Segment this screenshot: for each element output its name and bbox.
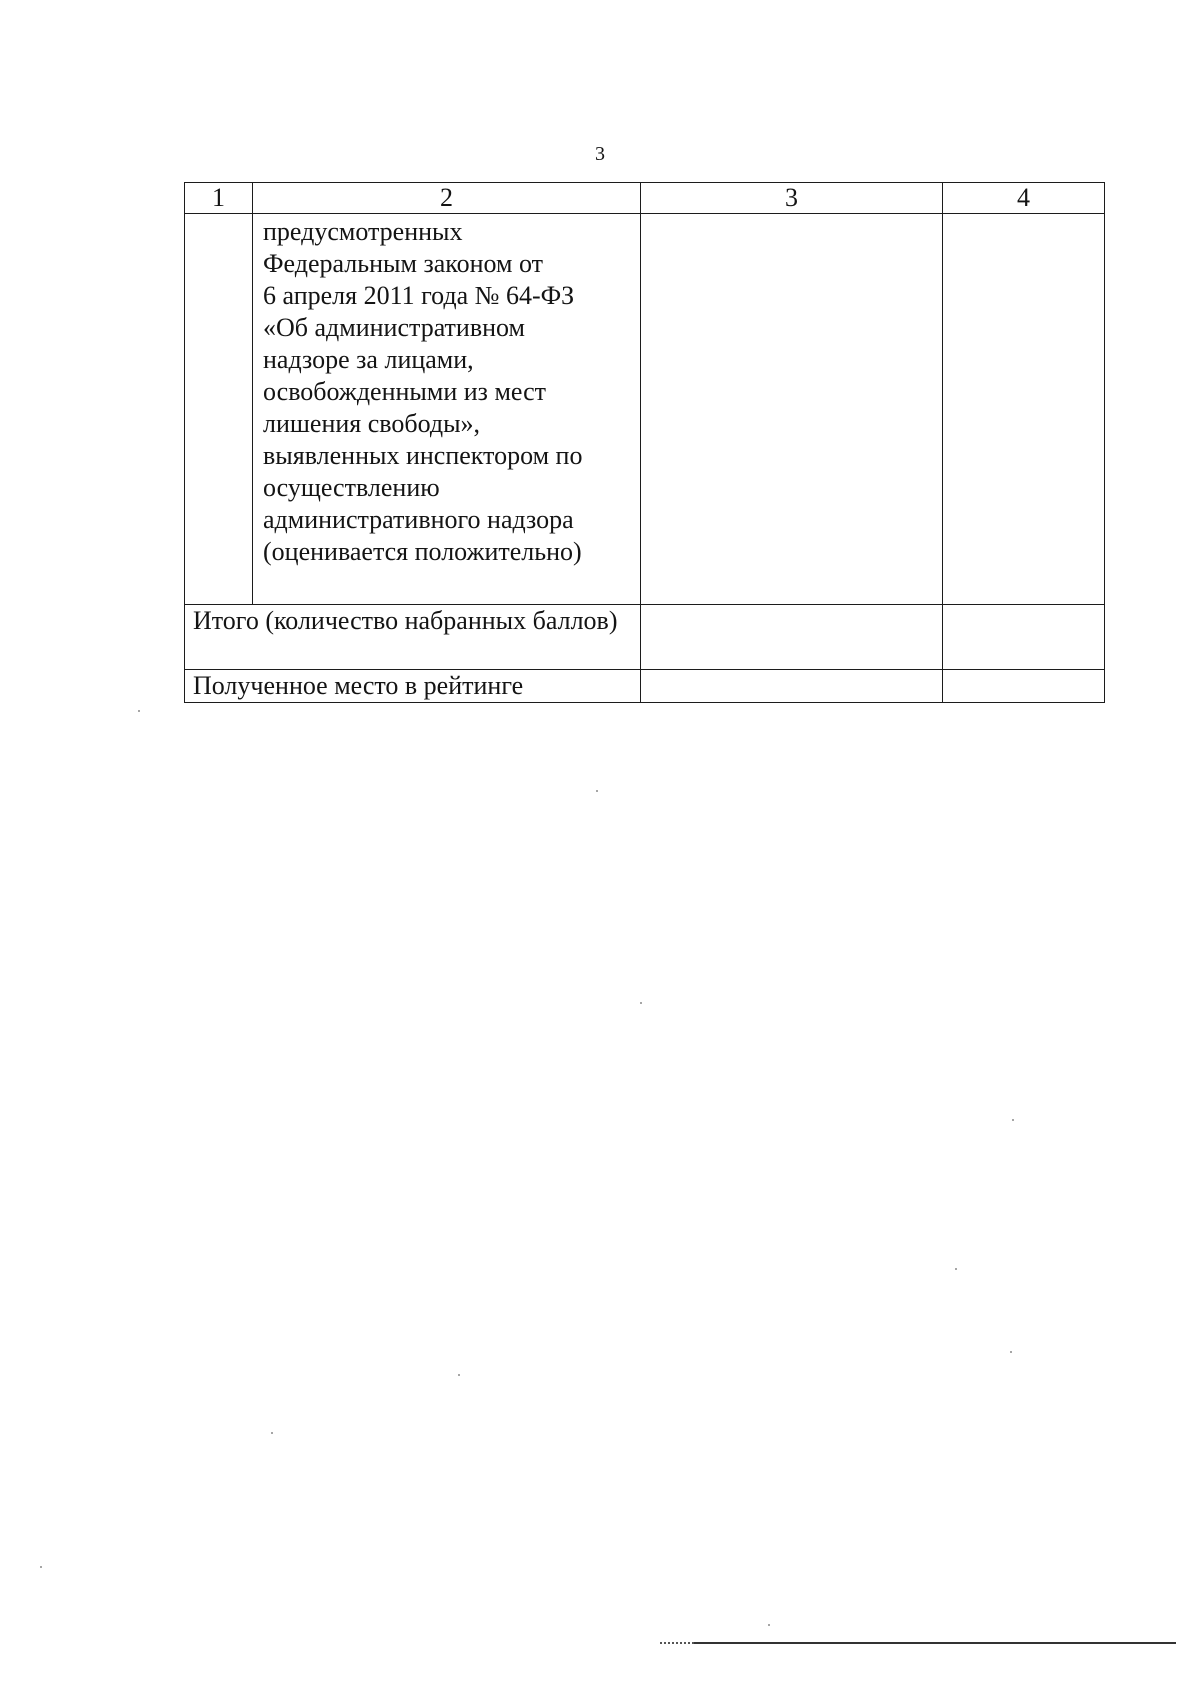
total-value-cell-3 [641, 605, 943, 670]
page-number: 3 [595, 143, 605, 165]
criterion-description-cell: предусмотренных Федеральным законом от 6 апреля 2011 года № 64-ФЗ «Об административном надзоре за лицами, освобожденными из мест лишения свободы», выявленных инспектором по осуществлению административного надзора (оценивается положительно) [253, 214, 641, 605]
column-header-1: 1 [185, 183, 253, 214]
rating-place-label: Полученное место в рейтинге [185, 670, 641, 703]
footer-rule [694, 1642, 1176, 1644]
criterion-number-cell [185, 214, 253, 605]
table-header-row [185, 183, 1105, 214]
scan-speck [768, 1624, 770, 1626]
criterion-score-cell-4 [943, 214, 1105, 605]
criterion-score-cell-3 [641, 214, 943, 605]
scan-speck [1010, 1351, 1012, 1353]
scan-speck [40, 1566, 42, 1568]
scan-speck [1012, 1119, 1014, 1121]
rating-place-cell-3 [641, 670, 943, 703]
scan-speck [138, 710, 140, 712]
scan-speck [640, 1002, 642, 1004]
column-header-2: 2 [253, 183, 641, 214]
table-row [185, 214, 1105, 605]
total-row [185, 605, 1105, 670]
column-header-3: 3 [641, 183, 943, 214]
footer-dotted-line [660, 1642, 694, 1644]
total-value-cell-4 [943, 605, 1105, 670]
column-header-4: 4 [943, 183, 1105, 214]
scan-speck [271, 1432, 273, 1434]
total-label: Итого (количество набранных баллов) [185, 605, 641, 670]
scan-speck [458, 1374, 460, 1376]
scan-speck [955, 1268, 957, 1270]
rating-place-row [185, 670, 1105, 703]
scan-speck [596, 790, 598, 792]
rating-table [184, 182, 1105, 703]
rating-place-cell-4 [943, 670, 1105, 703]
